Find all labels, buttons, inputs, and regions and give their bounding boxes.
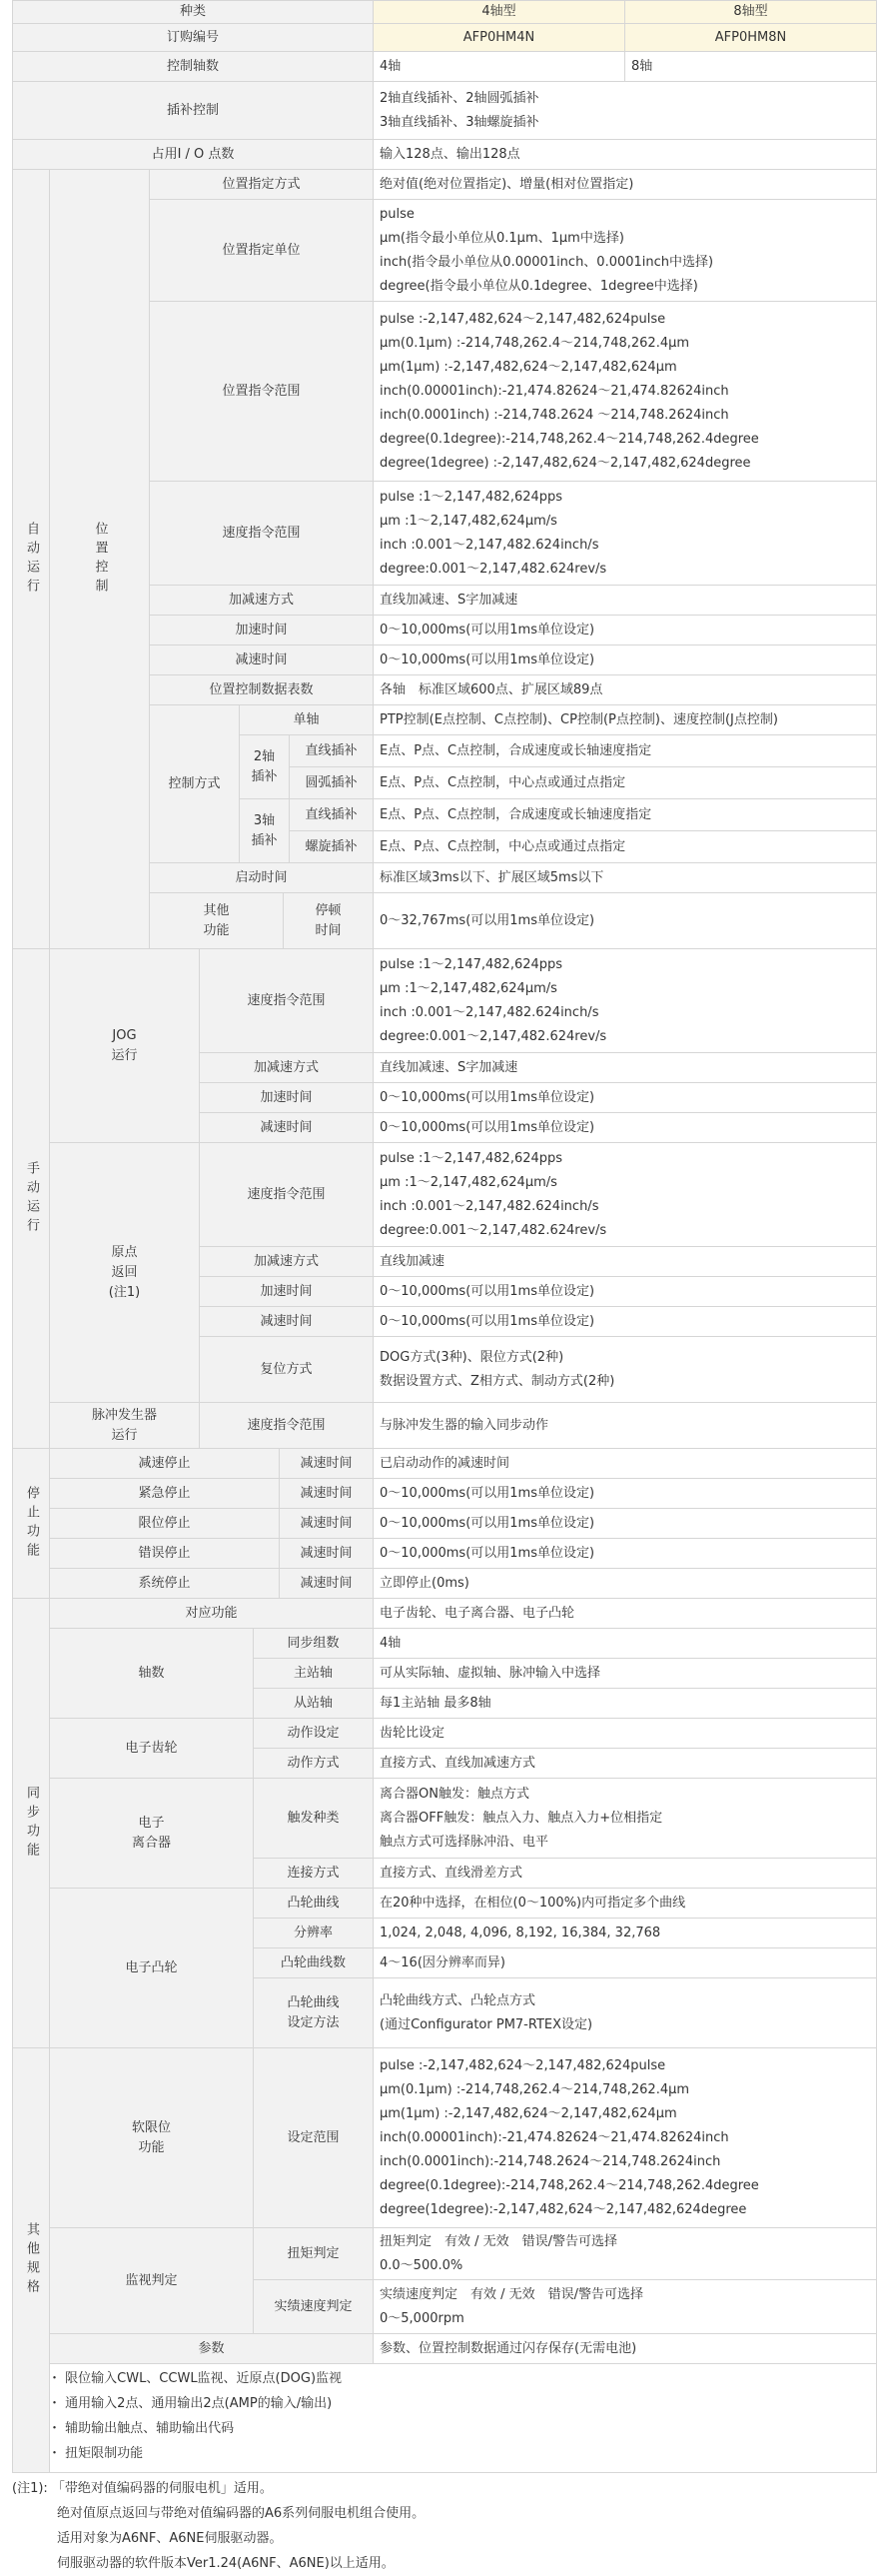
pulse-gen-label: 脉冲发生器 运行 bbox=[50, 1403, 200, 1449]
control-method-label: 控制方式 bbox=[150, 705, 240, 863]
order-8: AFP0HM8N bbox=[625, 24, 877, 52]
auto-decel-time-label: 减速时间 bbox=[150, 645, 374, 675]
param-label: 参数 bbox=[50, 2334, 374, 2364]
interp-3-spiral-value: E点、P点、C点控制，中心点或通过点指定 bbox=[374, 831, 877, 863]
note-item: ・ 辅助输出触点、辅助输出代码 bbox=[48, 2421, 235, 2436]
home-accel-time-label: 加速时间 bbox=[200, 1277, 374, 1307]
home-decel-time-value: 0～10,000ms(可以用1ms单位设定) bbox=[374, 1307, 877, 1337]
slave-axis-value: 每1主站轴 最多8轴 bbox=[374, 1689, 877, 1719]
auto-speed-range-value: pulse :1～2,147,482,624pps μm :1～2,147,482,624μm/s inch :0.001～2,147,482.624inch/s degree:0.001～2,147,482.624rev/s bbox=[374, 482, 877, 586]
auto-speed-range-label: 速度指令范围 bbox=[150, 482, 374, 586]
limit-stop-value: 0～10,000ms(可以用1ms单位设定) bbox=[374, 1509, 877, 1539]
pos-spec-value: 绝对值(绝对位置指定)、增量(相对位置指定) bbox=[374, 170, 877, 200]
torque-judge-label: 扭矩判定 bbox=[254, 2228, 374, 2280]
gear-mode-value: 直接方式、直线加减速方式 bbox=[374, 1749, 877, 1779]
sync-axes-label: 轴数 bbox=[50, 1629, 254, 1719]
section-other: 其他规格 bbox=[12, 2048, 50, 2473]
pos-range-label: 位置指令范围 bbox=[150, 302, 374, 482]
home-accel-time-value: 0～10,000ms(可以用1ms单位设定) bbox=[374, 1277, 877, 1307]
cam-setting-value: 凸轮曲线方式、凸轮点方式 (通过Configurator PM7-RTEX设定) bbox=[374, 1978, 877, 2048]
order-4: AFP0HM4N bbox=[374, 24, 625, 52]
emergency-stop-value: 0～10,000ms(可以用1ms单位设定) bbox=[374, 1479, 877, 1509]
trigger-type-label: 触发种类 bbox=[254, 1779, 374, 1859]
order-header: 订购编号 bbox=[12, 24, 374, 52]
limit-stop-label: 限位停止 bbox=[50, 1509, 280, 1539]
auto-accel-mode-value: 直线加减速、S字加减速 bbox=[374, 586, 877, 616]
e-cam-label: 电子凸轮 bbox=[50, 1889, 254, 2048]
io-points-value: 输入128点、输出128点 bbox=[374, 140, 877, 170]
trigger-type-value: 离合器ON触发：触点方式 离合器OFF触发：触点入力、触点入力+位相指定 触点方式可选择脉冲沿、电平 bbox=[374, 1779, 877, 1859]
data-table-value: 各轴 标准区域600点、扩展区域89点 bbox=[374, 675, 877, 705]
startup-time-label: 启动时间 bbox=[150, 863, 374, 893]
home-return-label: 原点 返回 (注1) bbox=[50, 1143, 200, 1403]
interp-2-linear-label: 直线插补 bbox=[290, 735, 374, 767]
monitor-label: 监视判定 bbox=[50, 2228, 254, 2334]
jog-decel-time-label: 减速时间 bbox=[200, 1113, 374, 1143]
section-position-control: 位置控制 bbox=[50, 170, 150, 949]
other-func-label: 其他 功能 bbox=[150, 893, 284, 949]
soft-limit-label: 软限位 功能 bbox=[50, 2048, 254, 2228]
cam-curve-value: 在20种中选择，在相位(0～100%)内可指定多个曲线 bbox=[374, 1889, 877, 1919]
decel-stop-label: 减速停止 bbox=[50, 1449, 280, 1479]
jog-label: JOG 运行 bbox=[50, 949, 200, 1143]
torque-judge-value: 扭矩判定 有效 / 无效 错误/警告可选择 0.0～500.0% bbox=[374, 2228, 877, 2280]
note-item: ・ 通用输入2点、通用输出2点(AMP的输入/输出) bbox=[48, 2396, 333, 2411]
emergency-stop-label: 紧急停止 bbox=[50, 1479, 280, 1509]
slave-axis-label: 从站轴 bbox=[254, 1689, 374, 1719]
jog-speed-value: pulse :1～2,147,482,624pps μm :1～2,147,482,624μm/s inch :0.001～2,147,482.624inch/s degree:0.001～2,147,482.624rev/s bbox=[374, 949, 877, 1053]
footnote-line: (注1): 「带绝对值编码器的伺服电机」适用。 bbox=[12, 2481, 273, 2496]
single-axis-value: PTP控制(E点控制、C点控制)、CP控制(P点控制)、速度控制(J点控制) bbox=[374, 705, 877, 735]
io-points-label: 占用I / O 点数 bbox=[12, 140, 374, 170]
master-axis-label: 主站轴 bbox=[254, 1659, 374, 1689]
pos-unit-label: 位置指定单位 bbox=[150, 200, 374, 302]
cam-count-label: 凸轮曲线数 bbox=[254, 1948, 374, 1978]
auto-accel-mode-label: 加减速方式 bbox=[150, 586, 374, 616]
soft-range-value: pulse :-2,147,482,624～2,147,482,624pulse μm(0.1μm) :-214,748,262.4～214,748,262.4μm μm(1μm) :-2,147,482,624～2,147,482,624μm inch(0.00001inch):-21,474.82624～21,474.82624inch inch(0.0001inch):-214,748.2624～214,748.2624inch degree(0.1degree):-214,748,262.4～214,748,262.4degree degree(1degree):-2,147,482,624～2,147,482,624degree bbox=[374, 2048, 877, 2228]
model-4-header: 4轴型 bbox=[374, 0, 625, 24]
cam-setting-label: 凸轮曲线 设定方法 bbox=[254, 1978, 374, 2048]
auto-decel-time-value: 0～10,000ms(可以用1ms单位设定) bbox=[374, 645, 877, 675]
data-table-label: 位置控制数据表数 bbox=[150, 675, 374, 705]
auto-accel-time-value: 0～10,000ms(可以用1ms单位设定) bbox=[374, 616, 877, 645]
interp-3-linear-label: 直线插补 bbox=[290, 799, 374, 831]
connect-method-label: 连接方式 bbox=[254, 1859, 374, 1889]
home-accel-mode-value: 直线加减速 bbox=[374, 1247, 877, 1277]
decel-stop-time-label: 减速时间 bbox=[280, 1449, 374, 1479]
master-axis-value: 可从实际轴、虚拟轴、脉冲输入中选择 bbox=[374, 1659, 877, 1689]
section-manual: 手动运行 bbox=[12, 949, 50, 1449]
cam-curve-label: 凸轮曲线 bbox=[254, 1889, 374, 1919]
pos-unit-value: pulse μm(指令最小单位从0.1μm、1μm中选择) inch(指令最小单位从0.00001inch、0.0001inch中选择) degree(指令最小单位从0.1degree、1degree中选择) bbox=[374, 200, 877, 302]
interp-2-arc-label: 圆弧插补 bbox=[290, 767, 374, 799]
type-header: 种类 bbox=[12, 0, 374, 24]
interp-2-arc-value: E点、P点、C点控制，中心点或通过点指定 bbox=[374, 767, 877, 799]
error-stop-time-label: 减速时间 bbox=[280, 1539, 374, 1569]
emergency-stop-time-label: 减速时间 bbox=[280, 1479, 374, 1509]
model-8-header: 8轴型 bbox=[625, 0, 877, 24]
sync-func-value: 电子齿轮、电子离合器、电子凸轮 bbox=[374, 1599, 877, 1629]
interp-control-value: 2轴直线插补、2轴圆弧插补 3轴直线插补、3轴螺旋插补 bbox=[374, 82, 877, 140]
home-decel-time-label: 减速时间 bbox=[200, 1307, 374, 1337]
footnote-line: 绝对值原点返回与带绝对值编码器的A6系列伺服电机组合使用。 bbox=[57, 2506, 426, 2521]
section-sync: 同步功能 bbox=[12, 1599, 50, 2048]
section-auto: 自动运行 bbox=[12, 170, 50, 949]
pos-range-value: pulse :-2,147,482,624～2,147,482,624pulse μm(0.1μm) :-214,748,262.4～214,748,262.4μm μm(1μm) :-2,147,482,624～2,147,482,624μm inch(0.00001inch):-21,474.82624～21,474.82624inch inch(0.0001inch) :-214,748.2624 ～214,748.2624inch degree(0.1degree):-214,748,262.4～214,748,262.4degree degree(1degree) :-2,147,482,624～2,147,482,624degree bbox=[374, 302, 877, 482]
interp-3-spiral-label: 螺旋插补 bbox=[290, 831, 374, 863]
home-accel-mode-label: 加减速方式 bbox=[200, 1247, 374, 1277]
pos-spec-label: 位置指定方式 bbox=[150, 170, 374, 200]
speed-judge-value: 实绩速度判定 有效 / 无效 错误/警告可选择 0～5,000rpm bbox=[374, 2280, 877, 2334]
axis-count-label: 控制轴数 bbox=[12, 52, 374, 82]
limit-stop-time-label: 减速时间 bbox=[280, 1509, 374, 1539]
interp-3-linear-value: E点、P点、C点控制，合成速度或长轴速度指定 bbox=[374, 799, 877, 831]
note-item: ・ 限位输入CWL、CCWL监视、近原点(DOG)监视 bbox=[48, 2371, 343, 2386]
jog-accel-mode-value: 直线加减速、S字加减速 bbox=[374, 1053, 877, 1083]
jog-accel-time-value: 0～10,000ms(可以用1ms单位设定) bbox=[374, 1083, 877, 1113]
single-axis-label: 单轴 bbox=[240, 705, 374, 735]
section-stop: 停止功能 bbox=[12, 1449, 50, 1599]
pulse-speed-value: 与脉冲发生器的输入同步动作 bbox=[374, 1403, 877, 1449]
auto-accel-time-label: 加速时间 bbox=[150, 616, 374, 645]
speed-judge-label: 实绩速度判定 bbox=[254, 2280, 374, 2334]
dwell-time-label: 停顿 时间 bbox=[284, 893, 374, 949]
jog-decel-time-value: 0～10,000ms(可以用1ms单位设定) bbox=[374, 1113, 877, 1143]
gear-mode-label: 动作方式 bbox=[254, 1749, 374, 1779]
axis-count-4: 4轴 bbox=[374, 52, 625, 82]
gear-setting-label: 动作设定 bbox=[254, 1719, 374, 1749]
note-item: ・ 扭矩限制功能 bbox=[48, 2446, 144, 2461]
other-notes bbox=[48, 2366, 877, 2466]
decel-stop-value: 已启动动作的减速时间 bbox=[374, 1449, 877, 1479]
resolution-label: 分辨率 bbox=[254, 1919, 374, 1948]
resolution-value: 1,024, 2,048, 4,096, 8,192, 16,384, 32,768 bbox=[374, 1919, 877, 1948]
system-stop-time-label: 减速时间 bbox=[280, 1569, 374, 1599]
pulse-speed-label: 速度指令范围 bbox=[200, 1403, 374, 1449]
home-speed-label: 速度指令范围 bbox=[200, 1143, 374, 1247]
gear-setting-value: 齿轮比设定 bbox=[374, 1719, 877, 1749]
sync-group-value: 4轴 bbox=[374, 1629, 877, 1659]
startup-time-value: 标准区域3ms以下、扩展区域5ms以下 bbox=[374, 863, 877, 893]
sync-group-label: 同步组数 bbox=[254, 1629, 374, 1659]
soft-range-label: 设定范围 bbox=[254, 2048, 374, 2228]
home-speed-value: pulse :1～2,147,482,624pps μm :1～2,147,482,624μm/s inch :0.001～2,147,482.624inch/s degree:0.001～2,147,482.624rev/s bbox=[374, 1143, 877, 1247]
system-stop-label: 系统停止 bbox=[50, 1569, 280, 1599]
jog-accel-time-label: 加速时间 bbox=[200, 1083, 374, 1113]
interp-3axis-label: 3轴 插补 bbox=[240, 799, 290, 863]
error-stop-label: 错误停止 bbox=[50, 1539, 280, 1569]
axis-count-8: 8轴 bbox=[625, 52, 877, 82]
footnote bbox=[12, 2476, 871, 2576]
system-stop-value: 立即停止(0ms) bbox=[374, 1569, 877, 1599]
jog-speed-label: 速度指令范围 bbox=[200, 949, 374, 1053]
dwell-time-value: 0～32,767ms(可以用1ms单位设定) bbox=[374, 893, 877, 949]
error-stop-value: 0～10,000ms(可以用1ms单位设定) bbox=[374, 1539, 877, 1569]
footnote-line: 适用对象为A6NF、A6NE伺服驱动器。 bbox=[57, 2531, 283, 2546]
sync-func-label: 对应功能 bbox=[50, 1599, 374, 1629]
interp-2axis-label: 2轴 插补 bbox=[240, 735, 290, 799]
e-clutch-label: 电子 离合器 bbox=[50, 1779, 254, 1889]
interp-2-linear-value: E点、P点、C点控制，合成速度或长轴速度指定 bbox=[374, 735, 877, 767]
param-value: 参数、位置控制数据通过闪存保存(无需电池) bbox=[374, 2334, 877, 2364]
connect-method-value: 直接方式、直线滑差方式 bbox=[374, 1859, 877, 1889]
reset-method-value: DOG方式(3种)、限位方式(2种) 数据设置方式、Z相方式、制动方式(2种) bbox=[374, 1337, 877, 1403]
e-gear-label: 电子齿轮 bbox=[50, 1719, 254, 1779]
reset-method-label: 复位方式 bbox=[200, 1337, 374, 1403]
jog-accel-mode-label: 加减速方式 bbox=[200, 1053, 374, 1083]
cam-count-value: 4～16(因分辨率而异) bbox=[374, 1948, 877, 1978]
footnote-line: 伺服驱动器的软件版本Ver1.24(A6NF、A6NE)以上适用。 bbox=[57, 2556, 395, 2571]
interp-control-label: 插补控制 bbox=[12, 82, 374, 140]
